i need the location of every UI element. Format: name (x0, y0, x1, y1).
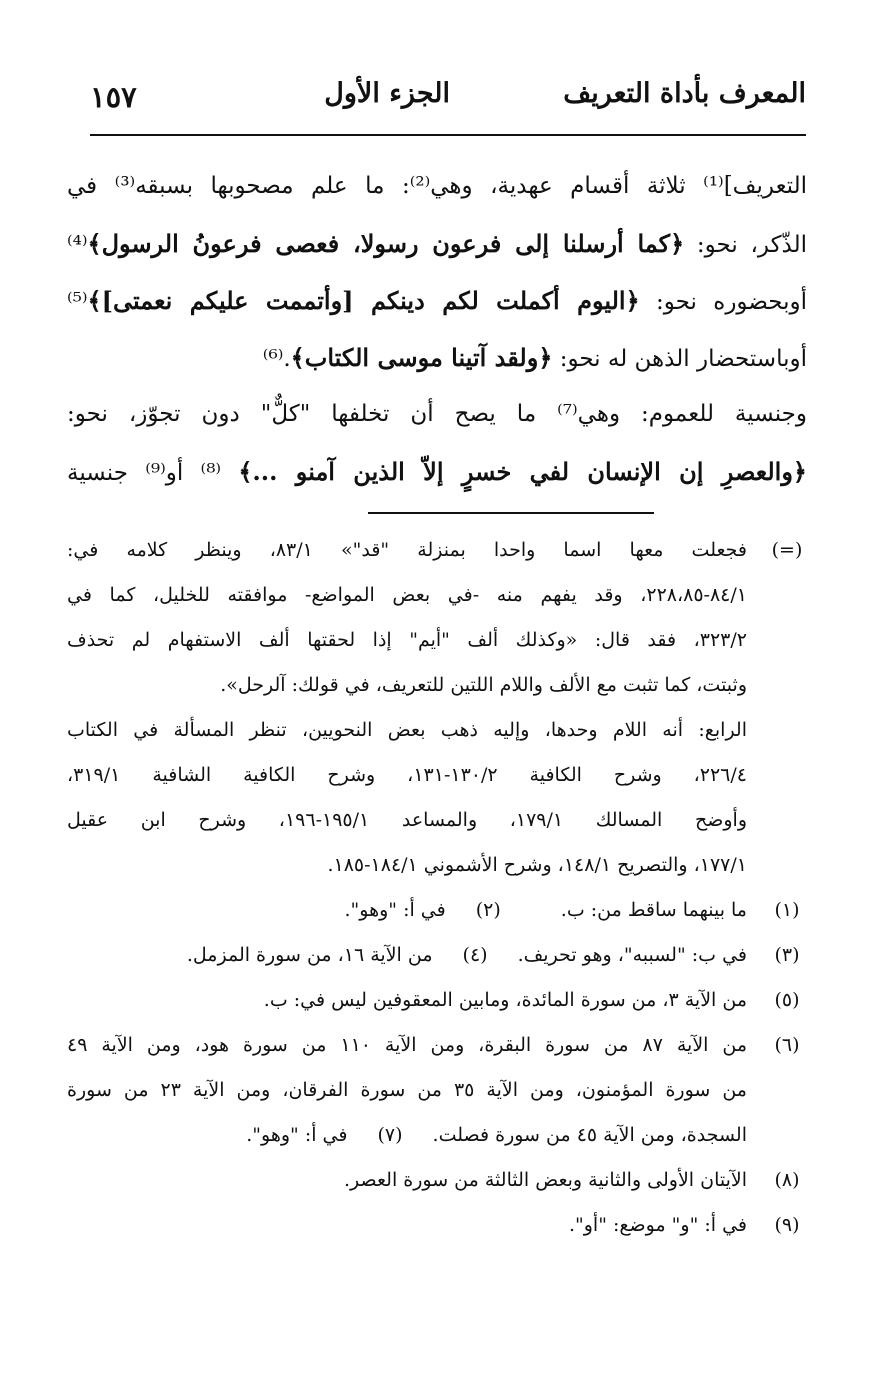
footnote-number: (=) (771, 539, 803, 561)
quran-quote: ﴿كما أرسلنا إلى فرعون رسولا، فعصى فرعونُ الرسول﴾ (87, 229, 685, 258)
footnote-number: (٧) (377, 1124, 403, 1146)
footnote-line (67, 933, 747, 978)
text-run: أوبحضوره نحو: (639, 289, 807, 315)
footnotes (67, 528, 807, 1248)
footnote-line: في أ: "و" موضع: "أو". (568, 1214, 747, 1236)
header-rule (90, 134, 806, 136)
footnote-number: (٩) (774, 1214, 800, 1236)
footnote-5 (67, 978, 807, 1023)
footnote-line (67, 1113, 747, 1158)
footnote-1-2 (67, 888, 807, 933)
main-text (67, 158, 807, 500)
main-line: التعريف]⁽¹⁾ ثلاثة أقسام عهدية، وهي⁽²⁾: ما علم مصحوبها بسبقه⁽³⁾ في (67, 173, 807, 199)
footnote-line: وثبتت، كما تثبت مع الألف واللام اللتين للتعريف، في قولك: آلرحل». (220, 674, 747, 696)
text-run: ⁽⁸⁾ أو⁽⁹⁾ جنسية (67, 460, 239, 486)
footnote-ref: ⁽⁵⁾ (67, 289, 88, 315)
main-line (67, 272, 807, 329)
footnote-line: الآيتان الأولى والثانية وبعض الثالثة من سورة العصر. (344, 1169, 747, 1191)
footnote-line: من الآية ٨٧ من سورة البقرة، ومن الآية ١١٠ من سورة هود، ومن الآية ٤٩ (67, 1034, 747, 1056)
quran-quote: ﴿ولقد آتينا موسى الكتاب﴾ (290, 343, 553, 372)
footnote-number: (٤) (462, 944, 488, 966)
footnote-line: ٢٢٦/٤، وشرح الكافية ١٣٠/٢-١٣١، وشرح الكافية الشافية ٣١٩/١، (67, 764, 747, 786)
footnote-ref: .⁽⁶⁾ (262, 346, 291, 372)
quran-quote: ﴿اليوم أكملت لكم دينكم [وأتممت عليكم نعمتى]﴾ (87, 286, 640, 315)
footnote-text: السجدة، ومن الآية ٤٥ من سورة فصلت. (432, 1124, 747, 1146)
section-title: المعرف بأداة التعريف (563, 78, 806, 109)
main-line (67, 443, 807, 500)
footnote-ref: ⁽⁴⁾ (67, 232, 88, 258)
footnote-line: ٨٤/١-٢٢٨،٨٥، وقد يفهم منه -في بعض المواضع- موافقته للخليل، كما في (67, 584, 747, 606)
footnote-line: فجعلت معها اسما واحدا بمنزلة "قد"» ٨٣/١، وينظر كلامه في: (67, 539, 747, 561)
footnote-number: (٢) (475, 899, 501, 921)
footnote-line (67, 888, 747, 933)
page-header (90, 78, 806, 128)
footnote-8 (67, 1158, 807, 1203)
footnote-separator (368, 512, 654, 514)
page-number: ١٥٧ (90, 80, 137, 114)
footnote-text: في أ: "وهو". (246, 1124, 348, 1146)
footnote-9 (67, 1203, 807, 1248)
footnote-line: ١٧٧/١، والتصريح ١٤٨/١، وشرح الأشموني ١٨٤/١-١٨٥. (327, 854, 747, 876)
footnote-6-7 (67, 1023, 807, 1158)
footnote-line: من سورة المؤمنون، ومن الآية ٣٥ من سورة الفرقان، ومن الآية ٢٣ من سورة (67, 1079, 747, 1101)
footnote-line: ٣٢٣/٢، فقد قال: «وكذلك ألف "أيم" إذا لحقتها ألف الاستفهام لم تحذف (67, 629, 747, 651)
text-run: أوباستحضار الذهن له نحو: (552, 346, 807, 372)
footnote-line: من الآية ٣، من سورة المائدة، ومابين المعقوفين ليس في: ب. (263, 989, 747, 1011)
footnote-number: (٥) (774, 989, 800, 1011)
footnote-3-4 (67, 933, 807, 978)
footnote-text: ما بينهما ساقط من: ب. (560, 899, 747, 921)
quran-quote: ﴿والعصرِ إن الإنسان لفي خسرٍ إلاّ الذين آمنو ...﴾ (238, 457, 807, 486)
text-run: الذّكر، نحو: (684, 232, 807, 258)
main-line (67, 215, 807, 272)
footnote-text: في ب: "لسببه"، وهو تحريف. (517, 944, 747, 966)
footnote-line: الرابع: أنه اللام وحدها، وإليه ذهب بعض النحويين، تنظر المسألة في الكتاب (67, 719, 747, 741)
footnote-text: في أ: "وهو". (344, 899, 446, 921)
volume-title: الجزء الأول (324, 78, 450, 109)
footnote-text: من الآية ١٦، من سورة المزمل. (186, 944, 433, 966)
footnote-line: وأوضح المسالك ١٧٩/١، والمساعد ١٩٥/١-١٩٦، وشرح ابن عقيل (67, 809, 747, 831)
footnote-number: (٨) (774, 1169, 800, 1191)
footnote-number: (٦) (774, 1034, 800, 1056)
footnote-number: (٣) (774, 944, 800, 966)
footnote-number: (١) (774, 899, 800, 921)
main-line: وجنسية للعموم: وهي⁽⁷⁾ ما يصح أن تخلفها "كلٌّ" دون تجوّز، نحو: (67, 401, 807, 427)
main-line (67, 329, 807, 386)
footnote-continuation (67, 528, 807, 888)
